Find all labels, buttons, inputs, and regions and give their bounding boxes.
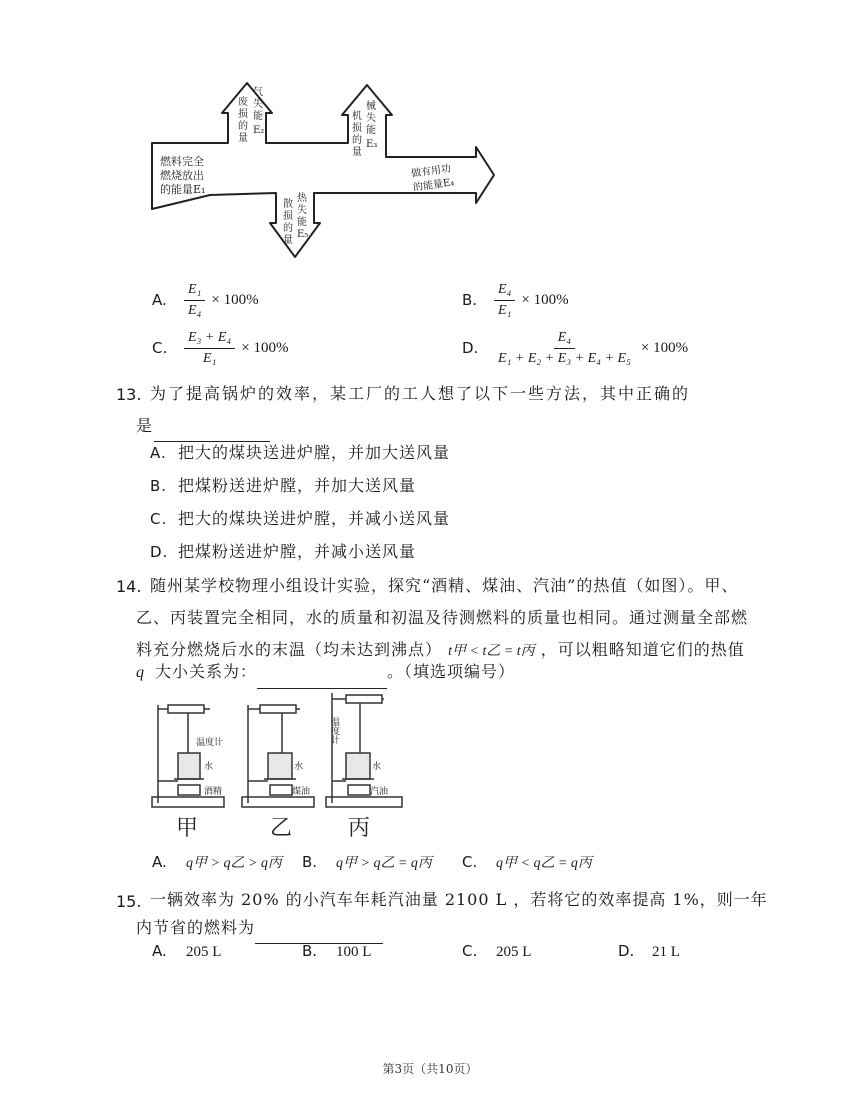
q12-option-d[interactable] <box>462 328 688 368</box>
svg-text:E₅: E₅ <box>297 229 309 240</box>
svg-text:的能量E₄: 的能量E₄ <box>412 177 455 194</box>
q14-stem-line2: 乙、丙装置完全相同，水的质量和初温及待测燃料的质量也相同。通过测量全部燃 <box>136 608 749 627</box>
q15-choice-c[interactable]: C. 205 L <box>462 942 532 960</box>
svg-text:的: 的 <box>283 223 293 234</box>
svg-text:能: 能 <box>253 111 263 122</box>
option-letter: C. <box>152 339 168 357</box>
percent-factor: × 100% <box>211 291 259 308</box>
water-label-bing: 水 <box>372 762 382 772</box>
q15-choice-d[interactable]: D. 21 L <box>618 942 680 960</box>
svg-text:气: 气 <box>253 87 263 98</box>
q13-stem-line1: 为了提高锅炉的效率，某工厂的工人想了以下一些方法，其中正确的 <box>150 384 691 403</box>
percent-factor: × 100% <box>640 339 689 356</box>
svg-text:损: 损 <box>238 109 248 120</box>
q15-stem-line2: 内节省的燃料为 <box>136 912 383 944</box>
svg-text:损: 损 <box>352 123 362 134</box>
fraction: $\frac{\text{E₄}}{\text{E₁}}$ <box>494 282 515 319</box>
temperature-relation: t甲 < t乙 = t丙 <box>448 644 535 659</box>
caption-bing: 丙 <box>348 816 371 841</box>
option-letter: D. <box>462 339 479 357</box>
fuel-label-jia: 酒精 <box>204 787 223 797</box>
q14-choice-b[interactable]: B. q甲 > q乙 = q丙 <box>302 853 432 871</box>
svg-text:的能量E₁: 的能量E₁ <box>160 183 206 196</box>
water-label-jia: 水 <box>204 762 214 772</box>
svg-text:量: 量 <box>283 235 293 246</box>
q12-option-c[interactable] <box>152 328 289 368</box>
svg-text:废: 废 <box>238 97 248 108</box>
svg-text:能: 能 <box>366 125 376 136</box>
q13-stem-line2: 是 <box>136 410 270 442</box>
svg-text:损: 损 <box>283 211 293 222</box>
svg-text:的: 的 <box>238 121 248 132</box>
q14-stem-line1: 随州某学校物理小组设计实验，探究“酒精、煤油、汽油”的热值（如图）。甲、 <box>150 576 739 595</box>
q13-number: 13. <box>116 385 142 404</box>
q13-choice-b[interactable]: B. 把煤粉送进炉膛，并加大送风量 <box>150 476 417 495</box>
fraction: $\frac{\text{E₁}}{\text{E₄}}$ <box>184 282 205 319</box>
q12-option-b[interactable] <box>462 280 569 320</box>
q14-stem-line4: q 大小关系为： 。（填选项编号） <box>136 656 515 689</box>
q15-stem-line1: 一辆效率为 20% 的小汽车年耗汽油量 2100 L ，若将它的效率提高 1%，则一年 <box>150 890 768 909</box>
energy-flow-diagram <box>140 75 510 275</box>
q12-option-a[interactable] <box>152 280 259 320</box>
svg-text:E₃: E₃ <box>366 139 378 150</box>
q13-choice-d[interactable]: D. 把煤粉送进炉膛，并减小送风量 <box>150 542 417 561</box>
svg-text:失: 失 <box>297 205 307 216</box>
svg-text:燃料完全: 燃料完全 <box>160 155 204 168</box>
svg-text:量: 量 <box>352 147 362 158</box>
svg-text:E₂: E₂ <box>253 125 265 136</box>
q14-stem-line3: 料充分燃烧后水的末温（均未达到沸点） t甲 < t乙 = t丙 ，可以粗略知道它们的热值 <box>136 640 745 659</box>
svg-text:燃烧放出: 燃烧放出 <box>160 169 204 182</box>
option-letter: B. <box>462 291 478 309</box>
caption-yi: 乙 <box>270 816 293 841</box>
percent-factor: × 100% <box>241 339 289 356</box>
percent-factor: × 100% <box>521 291 569 308</box>
q14-number: 14. <box>116 577 142 596</box>
q14-choice-a[interactable]: A. q甲 > q乙 > q丙 <box>152 853 282 871</box>
svg-text:散: 散 <box>283 199 293 210</box>
fuel-label-bing: 汽油 <box>370 787 389 797</box>
fuel-label-yi: 煤油 <box>292 787 311 797</box>
svg-text:的: 的 <box>352 135 362 146</box>
apparatus-bing <box>326 693 402 807</box>
caption-jia: 甲 <box>176 816 199 841</box>
q14-choice-c[interactable]: C. q甲 < q乙 = q丙 <box>462 853 592 871</box>
q13-choice-c[interactable]: C. 把大的煤块送进炉膛，并减小送风量 <box>150 509 451 528</box>
fraction: $\frac{\text{E₄}}{\text{E₁ + E₂ + E₃ + E₄ + E₅}}$ <box>498 329 631 366</box>
svg-text:做有用功: 做有用功 <box>410 163 452 180</box>
svg-text:能: 能 <box>297 217 307 228</box>
svg-text:量: 量 <box>238 133 248 144</box>
svg-text:热: 热 <box>297 193 307 204</box>
thermometer-label-bing: 温度计 <box>329 717 339 744</box>
q15-number: 15. <box>116 892 142 911</box>
svg-text:机: 机 <box>352 111 362 122</box>
svg-text:械: 械 <box>366 101 376 112</box>
q15-choice-b[interactable]: B. 100 L <box>302 942 372 960</box>
source-label <box>160 154 205 196</box>
option-letter: A. <box>152 291 167 309</box>
heat-value-apparatus-figure <box>148 685 418 850</box>
thermometer-label-jia: 温度计 <box>196 738 224 748</box>
q13-choice-a[interactable]: A. 把大的煤块送进炉膛，并加大送风量 <box>150 443 451 462</box>
svg-text:失: 失 <box>366 113 376 124</box>
q15-choice-a[interactable]: A. 205 L <box>152 942 222 960</box>
svg-text:失: 失 <box>253 99 263 110</box>
fraction: $\frac{\text{E₃ + E₄}}{\text{E₁}}$ <box>184 330 235 367</box>
water-label-yi: 水 <box>294 762 304 772</box>
page-footer: 第3页（共10页） <box>382 1062 478 1076</box>
